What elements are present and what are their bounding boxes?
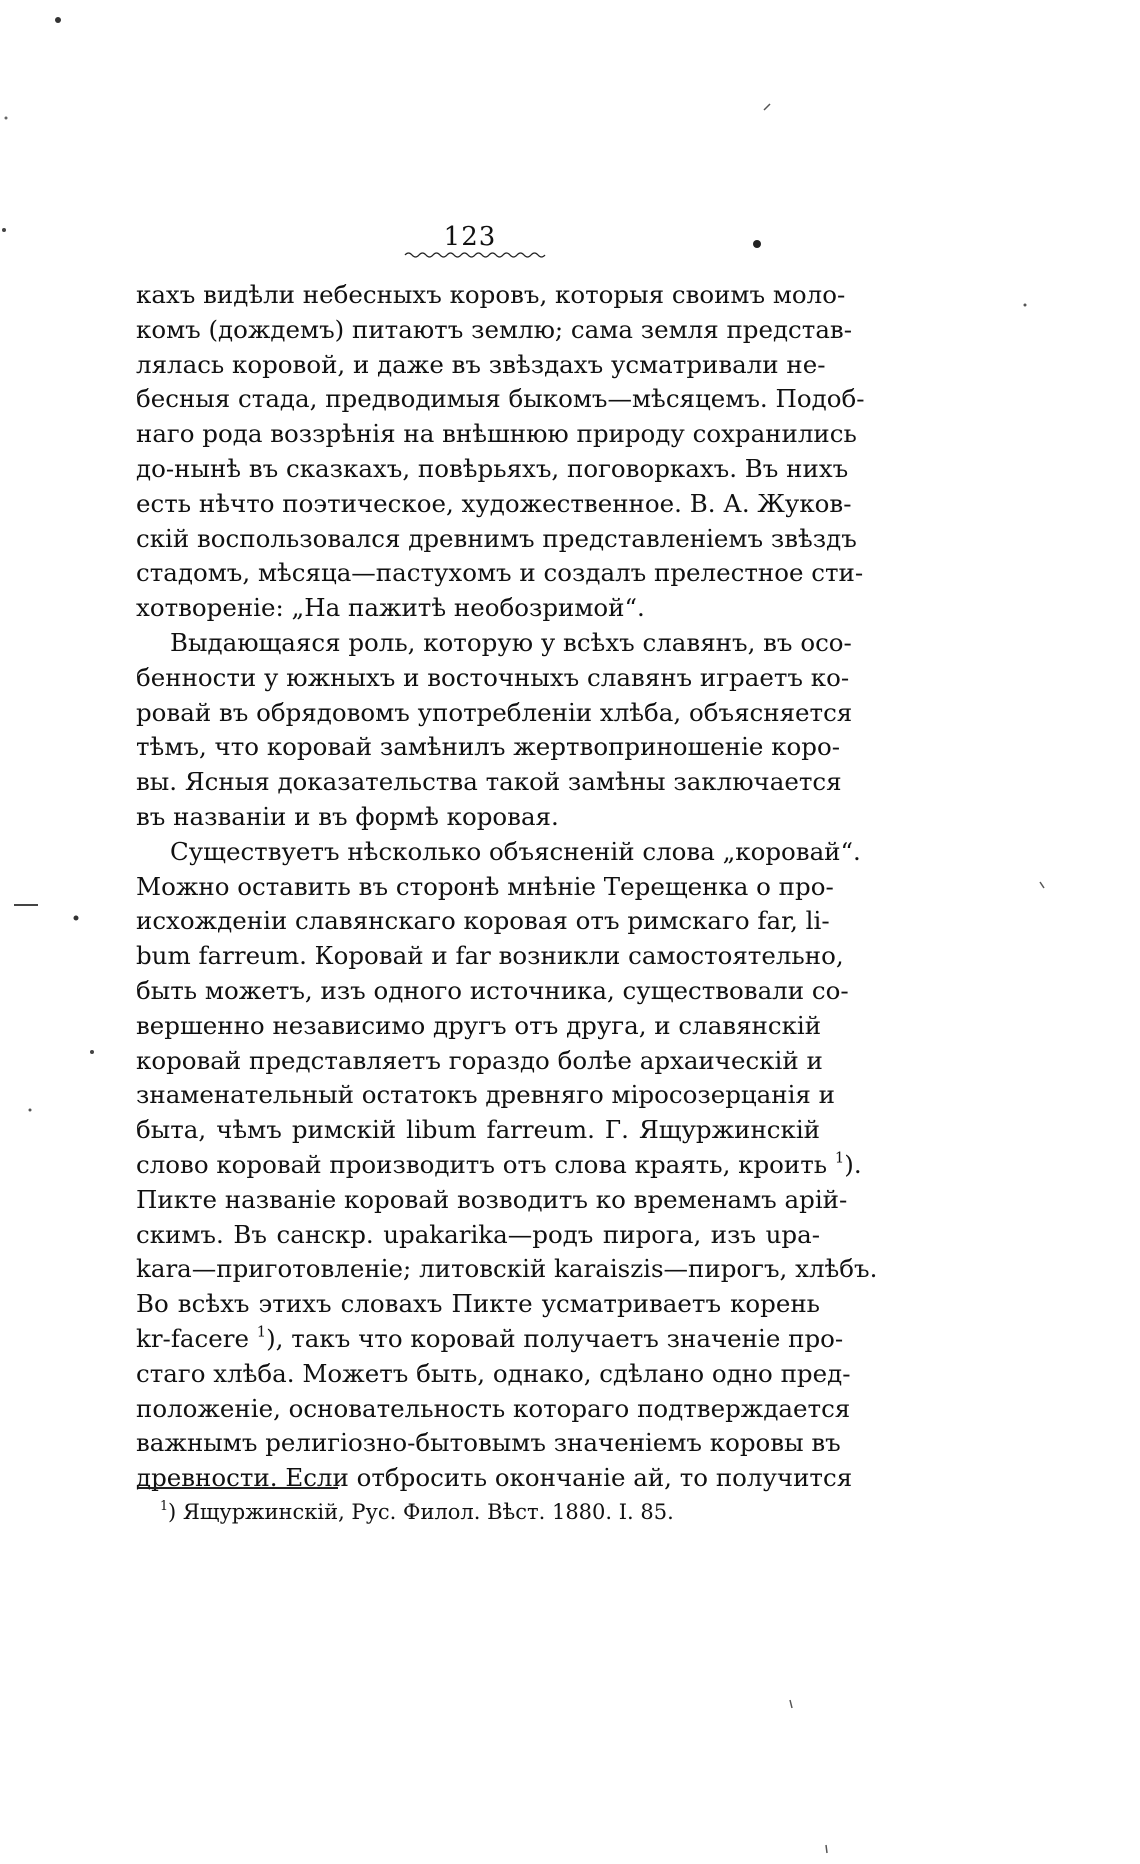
text-line: положеніе, основательность котораго подтверждается [136,1393,851,1423]
text-line: знаменательный остатокъ древняго міросозерцанія и [136,1080,835,1110]
footnote-marker: 1 [160,1498,169,1514]
text-line: Можно оставить въ сторонѣ мнѣніе Терещенка о про- [136,871,834,901]
text-line: коровай представляетъ гораздо болѣе архаическій и [136,1045,823,1075]
text-line: быта, чѣмъ римскій libum farreum. Г. Ящуржинскій [136,1115,820,1145]
text-line: лялась коровой, и даже въ звѣздахъ усматривали не- [136,349,826,379]
paragraph-3 [136,835,878,1496]
text-line: Во всѣхъ этихъ словахъ Пикте усматриваетъ корень [136,1289,820,1319]
text-line-with-footnote-ref [136,1148,862,1183]
text-line: bum farreum. Коровай и far возникли самостоятельно, [136,941,844,971]
footnote-reference[interactable]: 1 [834,1149,845,1167]
text-line: kara—приготовленіе; литовскій karaiszis—пирогъ, хлѣбъ. [136,1254,878,1284]
text-line: скій воспользовался древнимъ представленіемъ звѣздъ [136,523,857,553]
text-line: вершенно независимо другъ отъ друга, и славянскій [136,1010,822,1040]
footnote-divider [138,1487,338,1489]
text-line: хотвореніе: „На пажитѣ необозримой“. [136,593,645,623]
body-text [136,278,878,1496]
text-line: Существуетъ нѣсколько объясненій слова „коровай“. [170,836,861,866]
text-line: вы. Ясныя доказательства такой замѣны заключается [136,767,842,797]
text-segment: ). [844,1149,862,1179]
text-line: въ названіи и въ формѣ коровая. [136,801,559,831]
text-line: исхожденіи славянскаго коровая отъ римскаго far, li- [136,906,830,936]
text-line: до-нынѣ въ сказкахъ, повѣрьяхъ, поговоркахъ. Въ нихъ [136,453,849,483]
text-line: стаго хлѣба. Можетъ быть, однако, сдѣлано одно пред- [136,1358,851,1388]
text-line: тѣмъ, что коровай замѣнилъ жертвоприношеніе коро- [136,732,840,762]
footnote-reference[interactable]: 1 [256,1323,267,1341]
footnote-text: ) Ящуржинскій, Рус. Филол. Вѣст. 1880. I. 85. [168,1500,674,1524]
text-segment: слово коровай производитъ отъ слова краять, кроить [136,1149,828,1179]
text-line: наго рода воззрѣнія на внѣшнюю природу сохранились [136,419,857,449]
page-number-wavy-rule [405,250,545,260]
text-segment: ), такъ что коровай получаетъ значеніе про- [266,1323,844,1353]
text-line: древности. Если отбросить окончаніе ай, то получится [136,1463,853,1493]
text-line: важнымъ религіозно-бытовымъ значеніемъ коровы въ [136,1428,841,1458]
text-line-with-footnote-ref [136,1322,844,1357]
text-line: кахъ видѣли небесныхъ коровъ, которыя своимъ моло- [136,280,846,309]
page-number: 123 [443,222,497,252]
text-line: Пикте названіе коровай возводитъ ко временамъ арій- [136,1184,848,1214]
text-line: бесныя стада, предводимыя быкомъ—мѣсяцемъ. Подоб- [136,384,865,414]
text-line: ровай въ обрядовомъ употребленіи хлѣба, объясняется [136,697,853,727]
text-line: быть можетъ, изъ одного источника, существовали со- [136,975,849,1005]
text-line: скимъ. Въ санскр. upakarika—родъ пирога, изъ upa- [136,1219,820,1249]
text-line: бенности у южныхъ и восточныхъ славянъ играетъ ко- [136,662,850,692]
text-line: есть нѣчто поэтическое, художественное. В. А. Жуков- [136,488,852,518]
paragraph-2 [136,626,853,835]
text-line: Выдающаяся роль, которую у всѣхъ славянъ, въ осо- [170,627,852,657]
text-segment: kr-facere [136,1323,249,1353]
text-line: стадомъ, мѣсяца—пастухомъ и создалъ прелестное сти- [136,558,864,588]
paragraph-1 [136,278,865,626]
text-line: комъ (дождемъ) питаютъ землю; сама земля представ- [136,314,852,344]
footnote [160,1497,820,1527]
